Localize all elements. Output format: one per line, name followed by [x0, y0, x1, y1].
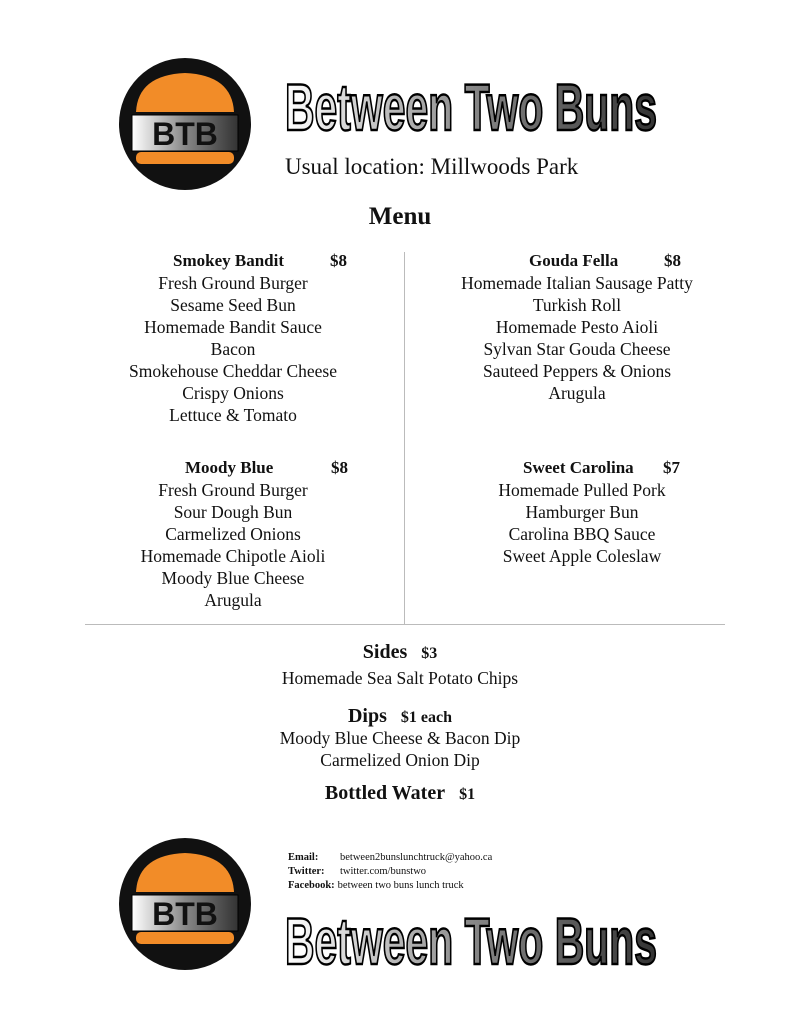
twitter-link[interactable]: twitter.com/bunstwo [340, 866, 427, 877]
dip-item: Carmelized Onion Dip [320, 750, 480, 770]
menu-item-sweet-carolina [432, 457, 732, 567]
ingredient: Smokehouse Cheddar Cheese [128, 361, 337, 381]
ingredient: Homemade Chipotle Aioli [140, 546, 326, 566]
ingredient: Carolina BBQ Sauce [508, 524, 656, 544]
section-divider [85, 624, 725, 625]
ingredient: Sauteed Peppers & Onions [482, 361, 672, 381]
svg-text:Between Two Buns: Between Two Buns [285, 70, 657, 140]
item-name: Smokey Bandit [173, 251, 284, 270]
menu-item-smokey-bandit [83, 250, 383, 426]
side-item: Homemade Sea Salt Potato Chips [281, 668, 519, 688]
ingredient: Homemade Bandit Sauce [144, 317, 322, 337]
ingredient: Arugula [204, 590, 262, 610]
menu-heading: Menu [368, 203, 432, 230]
ingredient: Homemade Pesto Aioli [495, 317, 659, 337]
ingredient: Sesame Seed Bun [170, 295, 296, 315]
ingredient: Fresh Ground Burger [158, 480, 308, 500]
ingredient: Hamburger Bun [525, 502, 639, 522]
facebook-link[interactable]: between two buns lunch truck [337, 880, 464, 891]
item-price: $8 [331, 458, 348, 477]
water-heading: Bottled Water $1 [324, 782, 476, 804]
ingredient: Sour Dough Bun [173, 502, 293, 522]
sides-heading: Sides $3 [362, 641, 438, 663]
svg-text:Between Two Buns: Between Two Buns [285, 904, 657, 974]
ingredient: Bacon [210, 339, 256, 359]
menu-item-gouda-fella [427, 250, 727, 404]
item-name: Moody Blue [185, 458, 274, 477]
dip-item: Moody Blue Cheese & Bacon Dip [279, 728, 521, 748]
item-name: Sweet Carolina [523, 458, 634, 477]
item-price: $8 [330, 251, 347, 270]
ingredient: Arugula [548, 383, 606, 403]
btb-logo-icon [118, 837, 252, 971]
ingredient: Homemade Pulled Pork [498, 480, 666, 500]
ingredient: Lettuce & Tomato [169, 405, 297, 425]
ingredient: Moody Blue Cheese [161, 568, 305, 588]
email-link[interactable]: between2bunslunchtruck@yahoo.ca [340, 852, 493, 863]
dips-heading: Dips $1 each [347, 705, 452, 727]
ingredient: Carmelized Onions [165, 524, 301, 544]
svg-text:BTB: BTB [152, 896, 218, 932]
item-price: $8 [664, 251, 681, 270]
item-name: Gouda Fella [529, 251, 619, 270]
brand-wordmark [283, 904, 663, 974]
ingredient: Crispy Onions [182, 383, 284, 403]
btb-logo-icon [118, 57, 252, 191]
item-price: $7 [663, 458, 680, 477]
ingredient: Homemade Italian Sausage Patty [461, 273, 693, 293]
ingredient: Fresh Ground Burger [158, 273, 308, 293]
menu-item-moody-blue [83, 457, 383, 611]
brand-wordmark [283, 70, 663, 140]
svg-text:BTB: BTB [152, 116, 218, 152]
ingredient: Sweet Apple Coleslaw [502, 546, 662, 566]
usual-location: Usual location: Millwoods Park [285, 154, 579, 179]
ingredient: Sylvan Star Gouda Cheese [483, 339, 671, 359]
contact-info: Email: between2bunslunchtruck@yahoo.ca Twitter: twitter.com/bunstwo Facebook: between two buns lunch truck [288, 852, 493, 891]
column-divider [404, 252, 405, 624]
ingredient: Turkish Roll [532, 295, 622, 315]
